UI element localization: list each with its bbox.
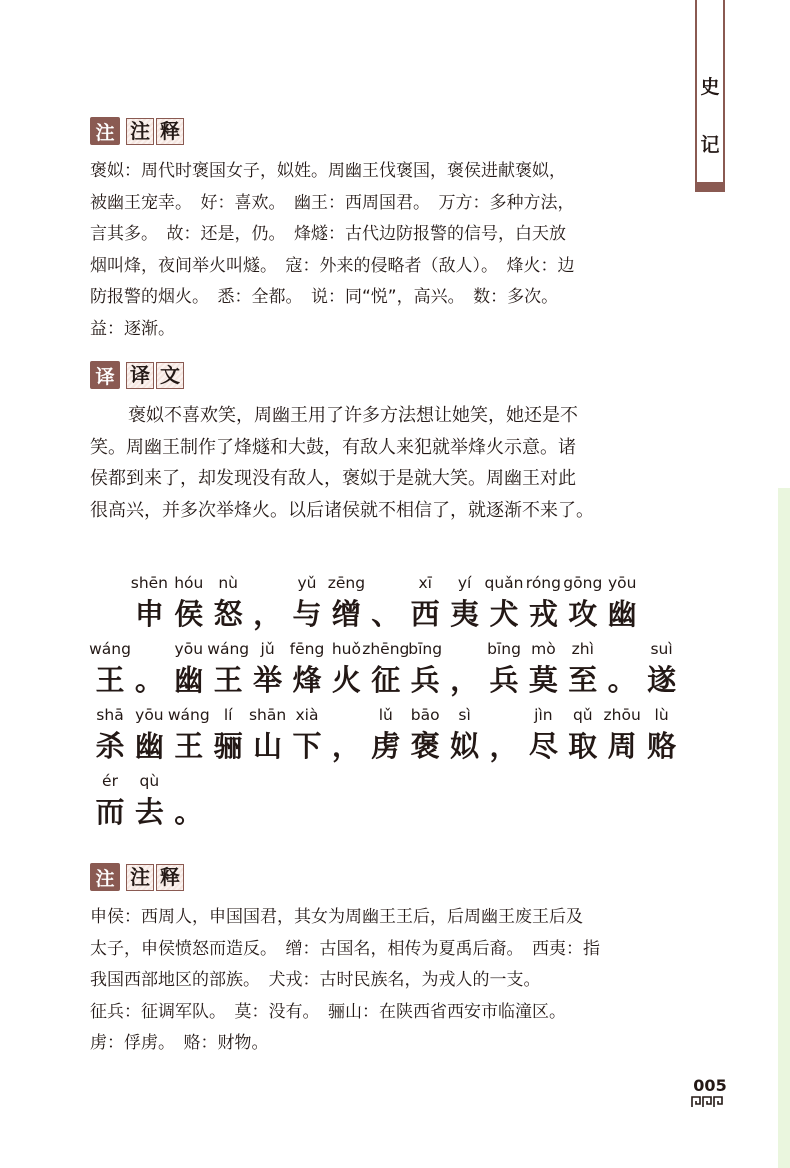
hanzi-char: ， <box>253 597 283 631</box>
hanzi-char: 至 <box>568 663 598 697</box>
pinyin-text: quǎn <box>484 574 524 592</box>
hanzi-char: 西 <box>410 597 440 631</box>
hanzi-char: 。 <box>174 795 204 829</box>
hanzi-char: 夷 <box>450 597 480 631</box>
pinyin-text: bīng <box>487 640 521 658</box>
pinyin-text: gōng <box>563 574 603 592</box>
hanzi-char: 兵 <box>410 663 440 697</box>
hanzi-char: 幽 <box>607 597 637 631</box>
hanzi-char: 周 <box>607 729 637 763</box>
notes-icon: 注 <box>90 863 120 891</box>
hanzi-char: 举 <box>253 663 283 697</box>
pinyin-text: qù <box>139 772 160 790</box>
hanzi-char: 而 <box>95 795 125 829</box>
notes-icon: 注 <box>90 117 120 145</box>
note-line: 申侯：西周人，申国国君，其女为周幽王王后，后周幽王废王后及 <box>90 907 583 927</box>
heading-char: 释 <box>156 864 184 891</box>
hanzi-char: 缯 <box>331 597 361 631</box>
hanzi-char: 山 <box>253 729 283 763</box>
note-line: 被幽王宠幸。 好：喜欢。 幽王：西周国君。 万方：多种方法， <box>90 192 575 213</box>
notes-heading <box>90 116 186 146</box>
pinyin-text: yōu <box>174 640 204 658</box>
heading-char: 注 <box>126 118 154 145</box>
pinyin-text: wáng <box>89 640 131 658</box>
book-title-char: 记 <box>700 134 720 156</box>
pinyin-char-cell <box>592 572 652 634</box>
note-line: 言其多。 故：还是，仍。 烽燧：古代边防报警的信号，白天放 <box>90 224 566 244</box>
page-edge-strip <box>778 488 790 1168</box>
note-line: 益：逐渐。 <box>90 318 175 339</box>
translation-line: 很高兴，并多次举烽火。以后诸侯就不相信了，就逐渐不来了。 <box>90 499 594 521</box>
book-title-char: 史 <box>700 76 720 98</box>
translation-heading <box>90 360 186 390</box>
pinyin-char-cell <box>159 770 219 832</box>
notes-body <box>90 156 665 345</box>
translation-icon: 译 <box>90 361 120 389</box>
note-line: 我国西部地区的部族。 犬戎：古时民族名，为戎人的一支。 <box>90 970 541 990</box>
hanzi-char: 。 <box>134 663 164 697</box>
pinyin-text: qǔ <box>572 706 593 724</box>
page-number: 005 <box>693 1076 727 1095</box>
verse-line <box>90 770 680 840</box>
translation-line: 褒姒不喜欢笑，周幽王用了许多方法想让她笑，她还是不 <box>128 405 578 426</box>
hanzi-char: 尽 <box>528 729 558 763</box>
hanzi-char: 火 <box>331 663 361 697</box>
hanzi-char: 王 <box>174 729 204 763</box>
hanzi-char: 、 <box>371 597 401 631</box>
notes-body <box>90 902 665 1060</box>
note-line: 太子，申侯愤怒而造反。 缯：古国名，相传为夏禹后裔。 西夷：指 <box>90 938 600 959</box>
pinyin-text: sì <box>458 706 471 724</box>
pinyin-char-cell <box>632 704 692 766</box>
pinyin-text: suì <box>650 640 673 658</box>
hanzi-char: 姒 <box>450 729 480 763</box>
pinyin-text: shēn <box>130 574 169 592</box>
hanzi-char: 与 <box>292 597 322 631</box>
note-line: 防报警的烟火。 悉：全都。 说：同“悦”，高兴。 数：多次。 <box>90 287 559 307</box>
pinyin-text: yōu <box>607 574 637 592</box>
pinyin-text: zhì <box>571 640 594 658</box>
pinyin-text: wáng <box>207 640 250 658</box>
translation-line: 笑。周幽王制作了烽燧和大鼓，有敌人来犯就举烽火示意。诸 <box>90 436 576 458</box>
pinyin-text: shān <box>248 706 287 724</box>
hanzi-char: 赂 <box>647 729 677 763</box>
hanzi-char: ， <box>489 729 519 763</box>
hanzi-char: 犬 <box>489 597 519 631</box>
hanzi-char: 怒 <box>213 597 243 631</box>
pinyin-text: mò <box>531 640 556 658</box>
hanzi-char: 幽 <box>174 663 204 697</box>
meander-ornament-icon <box>691 1096 725 1108</box>
pinyin-text: wáng <box>167 706 210 724</box>
pinyin-text: zhōu <box>603 706 641 724</box>
pinyin-text: yǔ <box>297 574 317 592</box>
pinyin-text: lí <box>223 706 233 724</box>
pinyin-text: jǔ <box>260 640 275 658</box>
pinyin-text: hóu <box>174 574 204 592</box>
hanzi-char: 申 <box>134 597 164 631</box>
hanzi-char: ， <box>331 729 361 763</box>
pinyin-text: yōu <box>135 706 164 724</box>
hanzi-char: 虏 <box>371 729 401 763</box>
pinyin-text: xià <box>295 706 319 724</box>
book-title-tab <box>695 0 725 192</box>
note-line: 褒姒：周代时褒国女子，姒姓。周幽王伐褒国，褒侯进献褒姒， <box>90 161 566 181</box>
pinyin-text: lǔ <box>378 706 393 724</box>
translation-line: 侯都到来了，却发现没有敌人，褒姒于是就大笑。周幽王对此 <box>90 468 576 489</box>
heading-char: 文 <box>156 362 184 389</box>
verse-line <box>90 572 680 642</box>
pinyin-text: fēng <box>289 640 325 658</box>
hanzi-char: 征 <box>371 663 401 697</box>
heading-char: 译 <box>126 362 154 389</box>
hanzi-char: 去 <box>134 795 164 829</box>
pinyin-text: huǒ <box>331 640 361 658</box>
pinyin-text: ér <box>102 772 118 790</box>
hanzi-char: 。 <box>607 663 637 697</box>
note-line: 征兵：征调军队。 莫：没有。 骊山：在陕西省西安市临潼区。 <box>90 1001 566 1022</box>
hanzi-char: 幽 <box>134 729 164 763</box>
hanzi-char: 莫 <box>528 663 558 697</box>
heading-char: 释 <box>156 118 184 145</box>
pinyin-text: xī <box>418 574 432 592</box>
pinyin-text: yí <box>457 574 472 592</box>
verse-line <box>90 704 680 774</box>
hanzi-char: 褒 <box>410 729 440 763</box>
pinyin-text: nù <box>218 574 239 592</box>
hanzi-char: 遂 <box>647 663 677 697</box>
hanzi-char: 兵 <box>489 663 519 697</box>
hanzi-char: 攻 <box>568 597 598 631</box>
hanzi-char: 烽 <box>292 663 322 697</box>
pinyin-text: zhēng <box>362 640 410 658</box>
pinyin-char-cell <box>632 638 692 700</box>
hanzi-char: ， <box>450 663 480 697</box>
hanzi-char: 杀 <box>95 729 125 763</box>
pinyin-text: bāo <box>410 706 440 724</box>
hanzi-char: 侯 <box>174 597 204 631</box>
pinyin-text: lù <box>654 706 669 724</box>
pinyin-text: jìn <box>534 706 553 724</box>
hanzi-char: 下 <box>292 729 322 763</box>
hanzi-char: 王 <box>213 663 243 697</box>
notes-heading <box>90 862 186 892</box>
hanzi-char: 取 <box>568 729 598 763</box>
translation-body <box>90 400 665 526</box>
hanzi-char: 骊 <box>213 729 243 763</box>
pinyin-text: shā <box>96 706 124 724</box>
pinyin-text: bīng <box>408 640 443 658</box>
verse-line <box>90 638 680 708</box>
note-line: 虏：俘虏。 赂：财物。 <box>90 1033 269 1053</box>
pinyin-text: róng <box>525 574 561 592</box>
note-line: 烟叫烽，夜间举火叫燧。 寇：外来的侵略者（敌人）。 烽火：边 <box>90 255 575 276</box>
heading-char: 注 <box>126 864 154 891</box>
pinyin-text: zēng <box>327 574 366 592</box>
hanzi-char: 戎 <box>528 597 558 631</box>
hanzi-char: 王 <box>95 663 125 697</box>
